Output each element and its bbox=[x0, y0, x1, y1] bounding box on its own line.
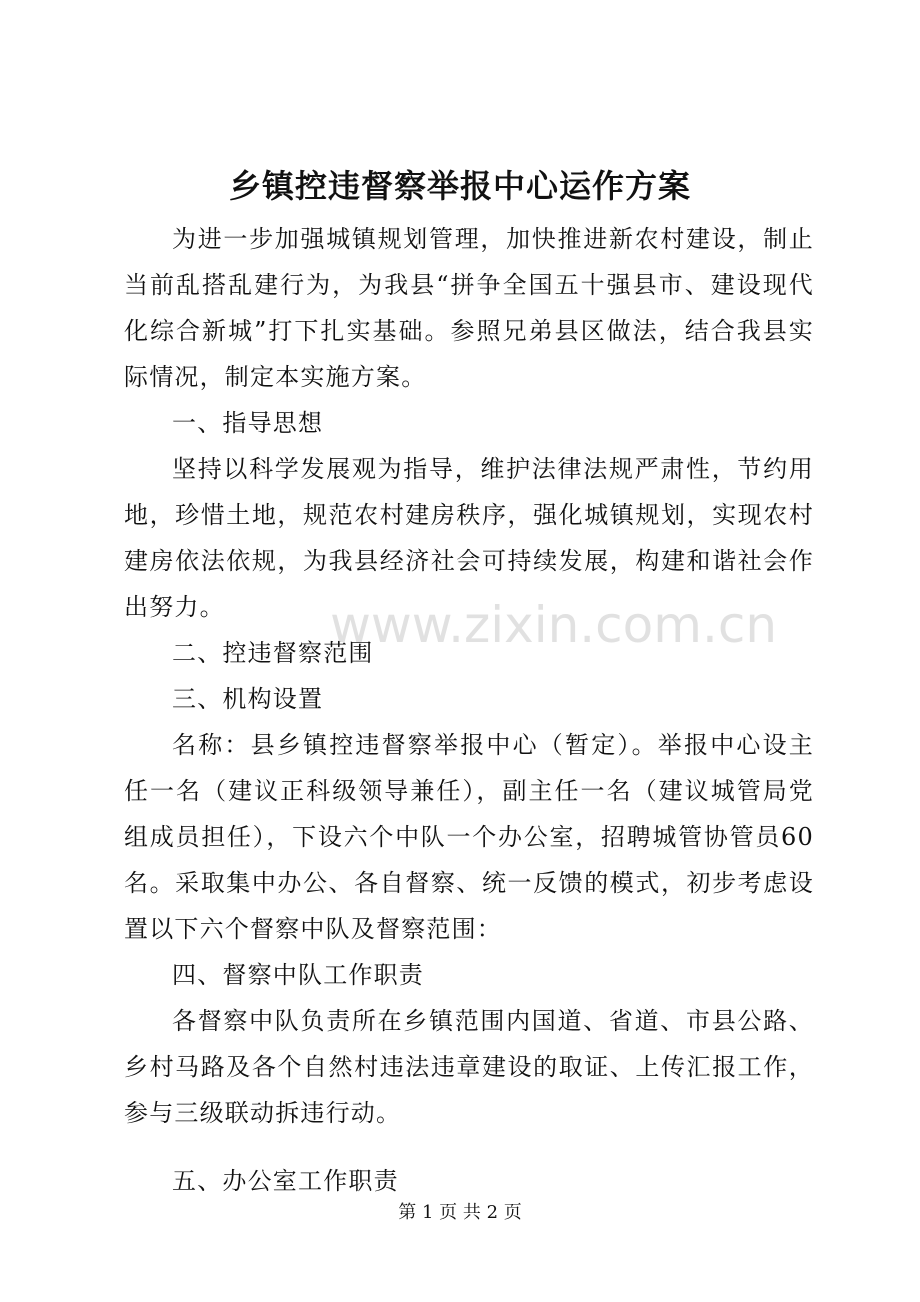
document-title: 乡镇控违督察举报中心运作方案 bbox=[228, 167, 691, 205]
page-footer: 第 1 页 共 2 页 bbox=[398, 1202, 522, 1223]
spacer bbox=[124, 1136, 814, 1158]
section-heading-guiding-ideology: 一、指导思想 bbox=[172, 409, 324, 437]
section-heading-inspection-scope: 二、控违督察范围 bbox=[172, 639, 374, 667]
section-heading-office-duties: 五、办公室工作职责 bbox=[172, 1167, 399, 1195]
document-body bbox=[124, 216, 814, 1204]
paragraph-squad-duties: 各督察中队负责所在乡镇范围内国道、省道、市县公路、乡村马路及各个自然村违法违章建设的取证、上传汇报工作，参与三级联动拆违行动。 bbox=[124, 1007, 814, 1127]
paragraph-intro: 为进一步加强城镇规划管理，加快推进新农村建设，制止当前乱搭乱建行为，为我县“拼争全国五十强县市、建设现代化综合新城”打下扎实基础。参照兄弟县区做法，结合我县实际情况，制定本实施方案。 bbox=[124, 225, 814, 391]
watermark: www.zixin.com.cn bbox=[330, 596, 778, 654]
section-heading-squad-duties: 四、督察中队工作职责 bbox=[172, 961, 424, 989]
paragraph-organization: 名称：县乡镇控违督察举报中心（暂定）。举报中心设主任一名（建议正科级领导兼任），副主任一名（建议城管局党组成员担任），下设六个中队一个办公室，招聘城管协管员60名。采取集中办公、各自督察、统一反馈的模式，初步考虑设置以下六个督察中队及督察范围： bbox=[124, 731, 814, 943]
paragraph-guiding-ideology: 坚持以科学发展观为指导，维护法律法规严肃性，节约用地，珍惜土地，规范农村建房秩序，强化城镇规划，实现农村建房依法依规，为我县经济社会可持续发展，构建和谐社会作出努力。 bbox=[124, 455, 814, 621]
section-heading-organization: 三、机构设置 bbox=[172, 685, 324, 713]
